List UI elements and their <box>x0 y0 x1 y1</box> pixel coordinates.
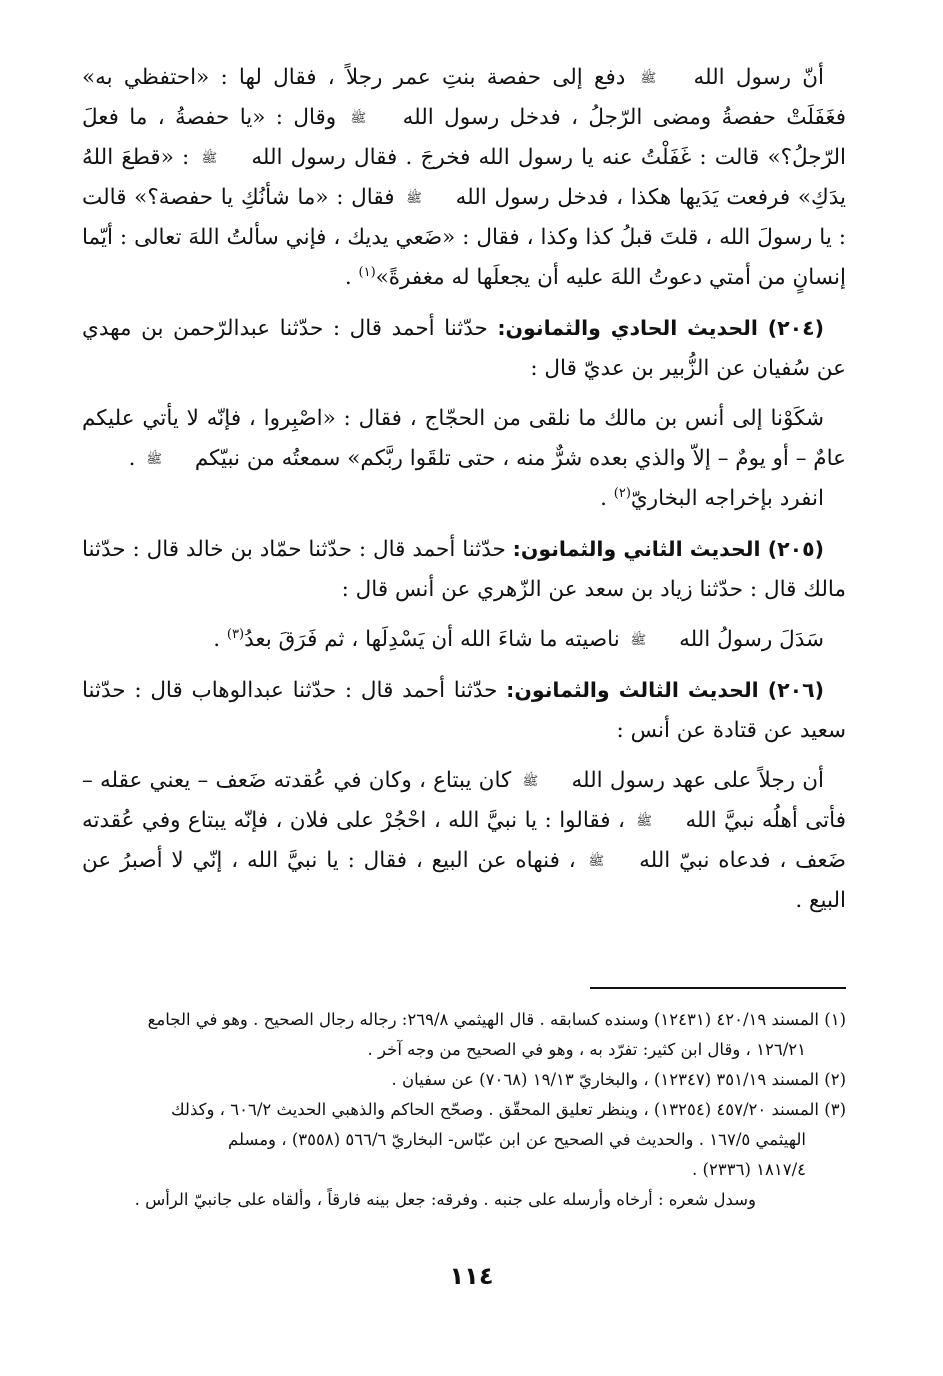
footnote-3-continued: الهيثمي ١٦٧/٥ . والحديث في الصحيح عن ابن عبّاس- البخاريّ ٥٦٦/٦ (٣٥٥٨) ، ومسلم <box>228 1130 806 1149</box>
hadith-title: (٢٠٥) الحديث الثاني والثمانون: <box>512 537 824 561</box>
footnote-2: (٢) المسند ٣٥١/١٩ (١٢٣٤٧) ، والبخاريّ ١٩/١٣ (٧٠٦٨) عن سفيان . <box>391 1070 846 1089</box>
footnote-3-gloss: وسدل شعره : أرخاه وأرسله على جنبه . وفرقه: جعل بينه فارقاً ، وألقاه على جانبيّ الرأس . <box>134 1190 756 1209</box>
footnote-ref: (٣) <box>226 626 245 642</box>
salawat-symbol: ﷺ <box>201 150 218 166</box>
hadith-continuation <box>82 58 846 298</box>
text-run: : «قطعَ اللهُ يدَكِ» فرفعت يَدَيها هكذا ، فدخل رسول الله <box>82 145 846 210</box>
page-number: ١١٤ <box>449 1262 494 1290</box>
main-text <box>82 58 846 921</box>
text-run: سَدَلَ رسولُ الله <box>679 627 824 652</box>
hadith-204-text <box>82 399 846 479</box>
text-run: ، فقالوا : يا نبيَّ الله ، احْجُرْ على فلان ، فإنّه يبتاع وفي عُقدته ضَعف ، فدعاه نبيّ الله <box>82 808 846 873</box>
text-run: أن رجلاً على عهد رسول الله <box>571 768 825 793</box>
hadith-205-text <box>82 620 846 660</box>
text-run: شكَوْنا إلى أنس بن مالك ما نلقى من الحجّاج ، فقال : «اصْبِروا ، فإنّه لا يأتي عليكم عامٌ – أو يومٌ – إلاّ والذي بعده شرٌّ منه ، حتى تلقَوا ربَّكم» سمعتُه من نبيّكم <box>82 406 846 471</box>
hadith-title: (٢٠٦) الحديث الثالث والثمانون: <box>506 678 824 702</box>
footnote-ref: (١) <box>358 264 376 280</box>
footnotes <box>82 1005 846 1215</box>
footnote-ref: (٢) <box>613 485 631 501</box>
salawat-symbol: ﷺ <box>522 773 539 789</box>
isnad: حدّثنا أحمد قال : حدّثنا عبدالرّحمن بن مهدي عن سُفيان عن الزُّبير بن عديّ قال : <box>82 316 846 381</box>
footnote-1-continued: ١٢٦/٢١ ، وقال ابن كثير: تفرّد به ، وهو في الصحيح من وجه آخر . <box>367 1040 806 1059</box>
isnad: حدّثنا أحمد قال : حدّثنا عبدالوهاب قال : حدّثنا سعيد عن قتادة عن أنس : <box>82 678 846 743</box>
text-run: فقال : «ما شأنُكِ يا حفصة؟» قالت : يا رسولَ الله ، قلتَ قبلُ كذا وكذا ، فقال : «ضَعي يديك ، فإني سألتُ اللهَ تعالى : أيّما إنسانٍ من أمتي دعوتُ اللهَ عليه أن يجعلَها له مغفرةً» <box>82 185 846 290</box>
salawat-symbol: ﷺ <box>146 451 163 467</box>
text-run: . <box>128 446 143 471</box>
salawat-symbol: ﷺ <box>630 632 647 648</box>
salawat-symbol: ﷺ <box>350 110 367 126</box>
text-run: . <box>600 486 614 511</box>
text-run: . <box>213 627 227 652</box>
hadith-title: (٢٠٤) الحديث الحادي والثمانون: <box>497 316 824 340</box>
isnad: حدّثنا أحمد قال : حدّثنا حمّاد بن خالد قال : حدّثنا مالك قال : حدّثنا زياد بن سعد عن الزّهري عن أنس قال : <box>82 537 846 602</box>
hadith-206-text <box>82 761 846 921</box>
salawat-symbol: ﷺ <box>588 853 605 869</box>
hadith-204-note <box>82 479 846 519</box>
hadith-206-heading <box>82 670 846 751</box>
text-run: . <box>344 265 359 290</box>
salawat-symbol: ﷺ <box>640 70 657 86</box>
footnote-3: (٣) المسند ٤٥٧/٢٠ (١٣٢٥٤) ، وينظر تعليق المحقّق . وصحّح الحاكم والذهبي الحديث ٦٠٦/٢ ، وكذلك <box>171 1100 846 1119</box>
hadith-205-heading <box>82 529 846 610</box>
hadith-204-heading <box>82 308 846 389</box>
text-run: كان يبتاع ، وكان في عُقدته ضَعف – يعني عقله – فأتى أهلُه نبيَّ الله <box>82 768 846 833</box>
salawat-symbol: ﷺ <box>636 813 653 829</box>
text-run: دفع إلى حفصة بنتِ عمر رجلاً ، فقال لها : «احتفظي به» فغَفَلَتْ حفصةُ ومضى الرّجلُ ، فدخل رسول الله <box>82 65 846 130</box>
footnote-1: (١) المسند ٤٢٠/١٩ (١٢٤٣١) وسنده كسابقه . قال الهيثمي ٢٦٩/٨: رجاله رجال الصحيح . وهو في الجامع <box>147 1010 846 1029</box>
text-run: أنّ رسول الله <box>693 65 824 90</box>
text-run: انفرد بإخراجه البخاريّ <box>630 486 824 511</box>
text-run: وقال : «يا حفصةُ ، ما فعلَ الرّجلُ؟» قالت : غَفَلْتُ عنه يا رسول الله فخرجَ . فقال رسول الله <box>82 105 846 170</box>
footnote-divider <box>590 987 846 989</box>
salawat-symbol: ﷺ <box>406 190 422 206</box>
text-run: ، فنهاه عن البيع ، فقال : يا نبيَّ الله ، إنّي لا أصبرُ عن البيع . <box>82 848 846 913</box>
footnote-3-continued: ١٨١٧/٤ (٢٣٣٦) . <box>692 1160 806 1179</box>
text-run: ناصيته ما شاءَ الله أن يَسْدِلَها ، ثم فَرَقَ بعدُ <box>244 627 620 652</box>
